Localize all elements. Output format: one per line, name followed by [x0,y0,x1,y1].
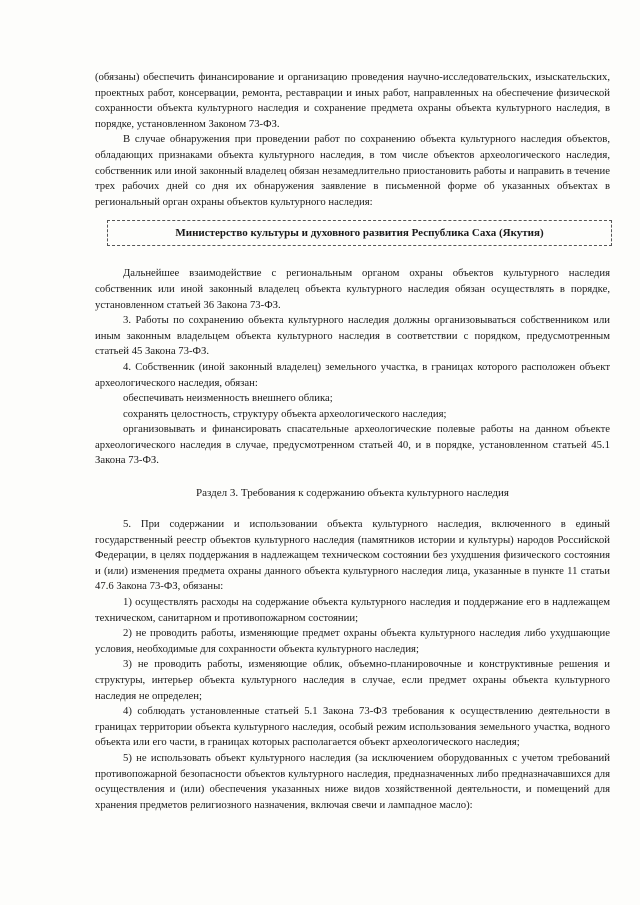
bottom-text [95,517,610,813]
paragraph-item-4-b: сохранять целостность, структуру объекта археологического наследия; [123,407,447,420]
paragraph-item-5: 5. При содержании и использовании объекта культурного наследия, включенного в единый государственный реестр объектов культурного наследия (памятников истории и культуры) народов Российской Федерации, в целях поддержания в надлежащем техническом состоянии без ухудшения физического состояния и (или) изменения предмета охраны данного объекта культурного наследия лица, указанные в пункте 11 статьи 47.6 Закона 73-ФЗ, обязаны: [95,518,610,593]
paragraph-item-5-2: 2) не проводить работы, изменяющие предмет охраны объекта культурного наследия либо ухудшающие условия, необходимые для сохранности объекта культурного наследия; [95,627,610,655]
ministry-name: Министерство культуры и духовного развития Республика Саха (Якутия) [175,227,544,240]
paragraph-item-5-1: 1) осуществлять расходы на содержание объекта культурного наследия и поддержание его в надлежащем техническом, санитарном и противопожарном состоянии; [95,596,610,624]
middle-text [95,266,610,469]
paragraph-item-4-c: организовывать и финансировать спасательные археологические полевые работы на данном объекте археологического наследия в случае, предусмотренном статьей 40, и в порядке, установленном статьей 45.1 Закона 73-ФЗ. [95,423,610,467]
section-title: Раздел 3. Требования к содержанию объекта культурного наследия [196,487,509,500]
ministry-banner [107,220,612,246]
paragraph-item-5-3: 3) не проводить работы, изменяющие облик, объемно-планировочные и конструктивные решения и структуры, интерьер объекта культурного наследия в случае, если предмет охраны объекта культурного наследия не определен; [95,658,610,702]
paragraph-item-4: 4. Собственник (иной законный владелец) земельного участка, в границах которого расположен объект археологического наследия, обязан: [95,360,610,389]
paragraph-discovery-notice: В случае обнаружения при проведении работ по сохранению объекта культурного наследия объектов, обладающих признаками объекта культурного наследия, в том числе объектов археологического наследия, собственник или иной законный владелец обязан незамедлительно приостановить работы и направить в течение трех рабочих дней со дня их обнаружения заявление в письменной форме об указанных объектах в региональный орган охраны объектов культурного наследия: [95,133,610,208]
paragraph-item-4-a: обеспечивать неизменность внешнего облика; [123,392,333,405]
paragraph-interaction: Дальнейшее взаимодействие с региональным органом охраны объектов культурного наследия собственник или иной законный владелец объекта культурного наследия обязан осуществлять в порядке, установленном статьей 36 Закона 73-ФЗ. [95,267,610,311]
top-text [95,70,610,210]
paragraph-item-5-4: 4) соблюдать установленные статьей 5.1 Закона 73-ФЗ требования к осуществлению деятельности в границах территории объекта культурного наследия, особый режим использования земельного участка, водного объекта или его части, в границах которых располагается объект археологического наследия; [95,705,610,749]
paragraph-item-5-5: 5) не использовать объект культурного наследия (за исключением оборудованных с учетом требований противопожарной безопасности объектов культурного наследия, предназначенных либо предназначавшихся для осуществления и (или) обеспечения указанных ниже видов хозяйственной деятельности, и помещений для хранения предметов религиозного назначения, включая свечи и лампадное масло): [95,751,610,811]
paragraph-item-3: 3. Работы по сохранению объекта культурного наследия должны организовываться собственником или иным законным владельцем объекта культурного наследия в соответствии с порядком, предусмотренным статьей 45 Закона 73-ФЗ. [95,314,610,358]
paragraph-obligations-financing: (обязаны) обеспечить финансирование и организацию проведения научно-исследовательских, изыскательских, проектных работ, консервации, ремонта, реставрации и иных работ, направленных на обеспечение физической сохранности объекта культурного наследия и сохранение предмета охраны объекта культурного наследия, в порядке, установленном Законом 73-ФЗ. [95,71,610,130]
